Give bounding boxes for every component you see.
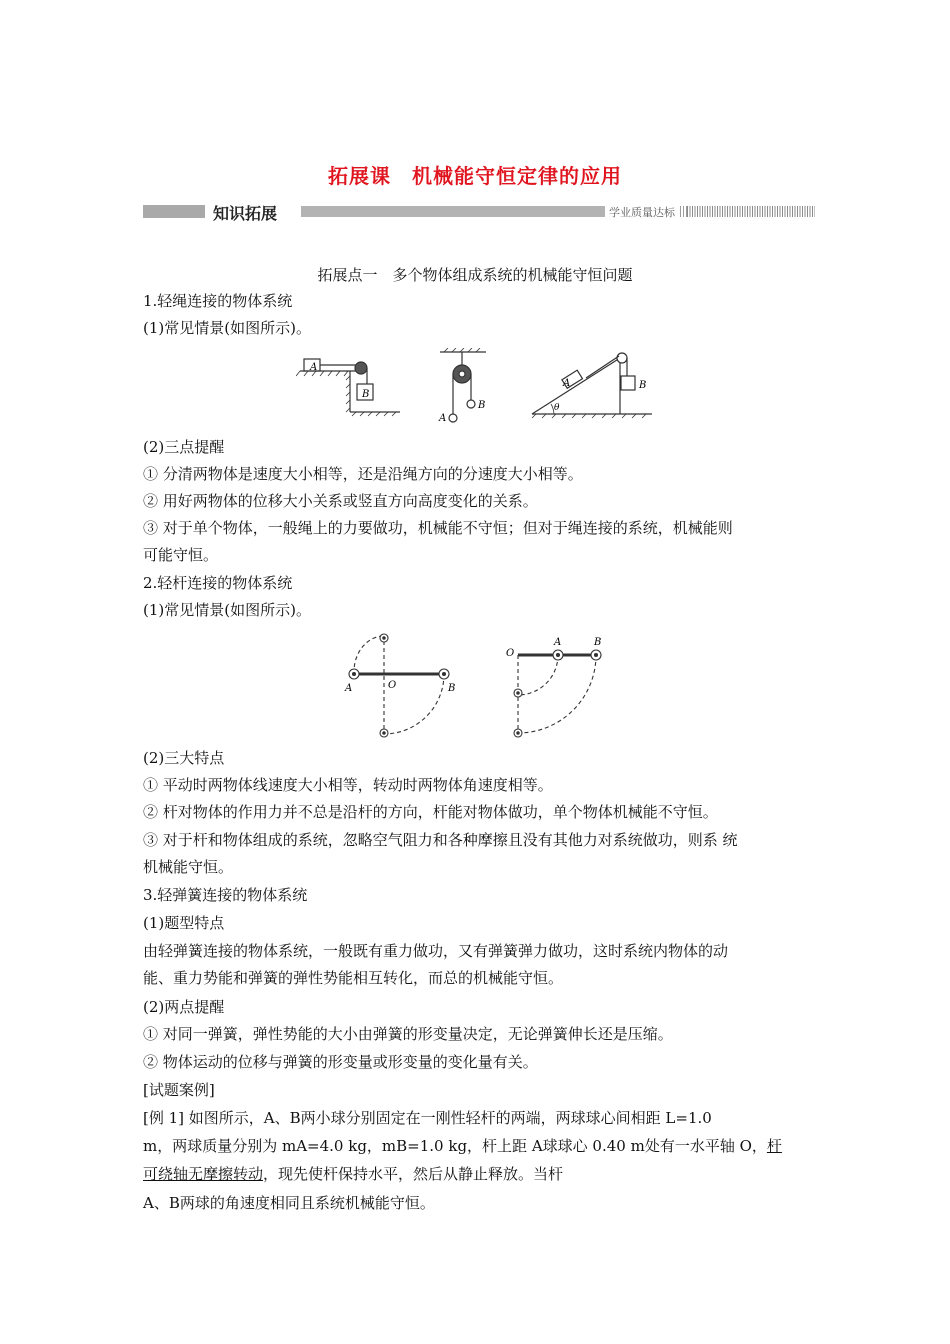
example-line-2-text: m，两球质量分别为 mA=4.0 kg，mB=1.0 kg，杆上距 A球球心 0.40 m处有一水平轴 O，	[143, 1137, 767, 1155]
example-line-1: [例 1] 如图所示，A、B两小球分别固定在一刚性轻杆的两端，两球球心间相距 L=1.0	[143, 1109, 712, 1127]
rod-systems-figure	[340, 630, 620, 742]
fig2-label-b1: B	[448, 683, 456, 694]
fig1-label-b2: B	[478, 400, 486, 411]
ball-a	[449, 414, 457, 422]
fig1-label-b1: B	[362, 389, 370, 400]
part3-sub2: (2)两点提醒	[143, 998, 225, 1016]
part3-heading: 3.轻弹簧连接的物体系统	[143, 886, 308, 904]
banner-heading: 知识拓展	[209, 201, 281, 224]
section-title: 拓展点一 多个物体组成系统的机械能守恒问题	[317, 266, 633, 284]
example-line-3-underlined: 可绕轴无摩擦转动	[143, 1165, 264, 1183]
fig1-label-theta: θ	[554, 403, 560, 413]
part2-heading: 2.轻杆连接的物体系统	[143, 574, 293, 592]
part1-sub2: (2)三点提醒	[143, 438, 225, 456]
fig1-label-a2: A	[439, 413, 447, 424]
incline-block-b	[621, 376, 635, 390]
page-title: 拓展课 机械能守恒定律的应用	[328, 164, 622, 188]
part1-sub1: (1)常见情景(如图所示)。	[143, 319, 311, 337]
fig2-label-b2: B	[594, 637, 602, 648]
case-heading: [试题案例]	[143, 1081, 215, 1099]
banner-stripe-right	[687, 206, 815, 217]
part2-item-2: ② 杆对物体的作用力并不总是沿杆的方向，杆能对物体做功，单个物体机械能不守恒。	[143, 803, 718, 821]
part3-para-1: 由轻弹簧连接的物体系统，一般既有重力做功，又有弹簧弹力做功，这时系统内物体的动	[143, 942, 729, 960]
fig2-label-o1: O	[388, 680, 397, 691]
example-line-3-text: ，现先使杆保持水平，然后从静止释放。当杆	[263, 1165, 564, 1183]
fig2-label-o2: O	[506, 648, 515, 659]
part1-item-2: ② 用好两物体的位移大小关系或竖直方向高度变化的关系。	[143, 492, 538, 510]
part2-item-3: ③ 对于杆和物体组成的系统，忽略空气阻力和各种摩擦且没有其他力对系统做功，则系 统	[143, 831, 738, 849]
part2-item-1: ① 平动时两物体线速度大小相等，转动时两物体角速度相等。	[143, 776, 553, 794]
ball-b	[467, 400, 475, 408]
part3-item-2: ② 物体运动的位移与弹簧的形变量或形变量的变化量有关。	[143, 1053, 538, 1071]
example-line-2	[143, 1136, 782, 1156]
banner-bar-middle	[301, 206, 619, 217]
fig1-label-b3: B	[639, 380, 647, 391]
example-line-3	[143, 1164, 563, 1184]
part2-sub1: (1)常见情景(如图所示)。	[143, 601, 311, 619]
part3-item-1: ① 对同一弹簧，弹性势能的大小由弹簧的形变量决定，无论弹簧伸长还是压缩。	[143, 1025, 673, 1043]
fig2-label-a2: A	[554, 637, 562, 648]
part3-sub1: (1)题型特点	[143, 914, 225, 932]
section-banner	[143, 201, 815, 223]
rope-systems-figure	[296, 348, 656, 428]
example-line-2-underlined: 杆	[766, 1137, 782, 1155]
part2-sub2: (2)三大特点	[143, 749, 225, 767]
part1-heading: 1.轻绳连接的物体系统	[143, 292, 293, 310]
banner-right-label: 学业质量达标	[605, 204, 679, 220]
part1-item-3-cont: 可能守恒。	[143, 546, 219, 564]
fig1-label-a1: A	[310, 362, 318, 373]
banner-bar-left	[143, 205, 205, 218]
part3-para-2: 能、重力势能和弹簧的弹性势能相互转化，而总的机械能守恒。	[143, 969, 564, 987]
fig1-label-a3: A	[563, 378, 571, 389]
fig2-label-a1: A	[345, 683, 353, 694]
example-line-4: A、B两球的角速度相同且系统机械能守恒。	[143, 1194, 435, 1212]
part1-item-3: ③ 对于单个物体，一般绳上的力要做功，机械能不守恒；但对于绳连接的系统，机械能则	[143, 519, 733, 537]
part2-item-3-cont: 机械能守恒。	[143, 858, 234, 876]
part1-item-1: ① 分清两物体是速度大小相等，还是沿绳方向的分速度大小相等。	[143, 465, 583, 483]
